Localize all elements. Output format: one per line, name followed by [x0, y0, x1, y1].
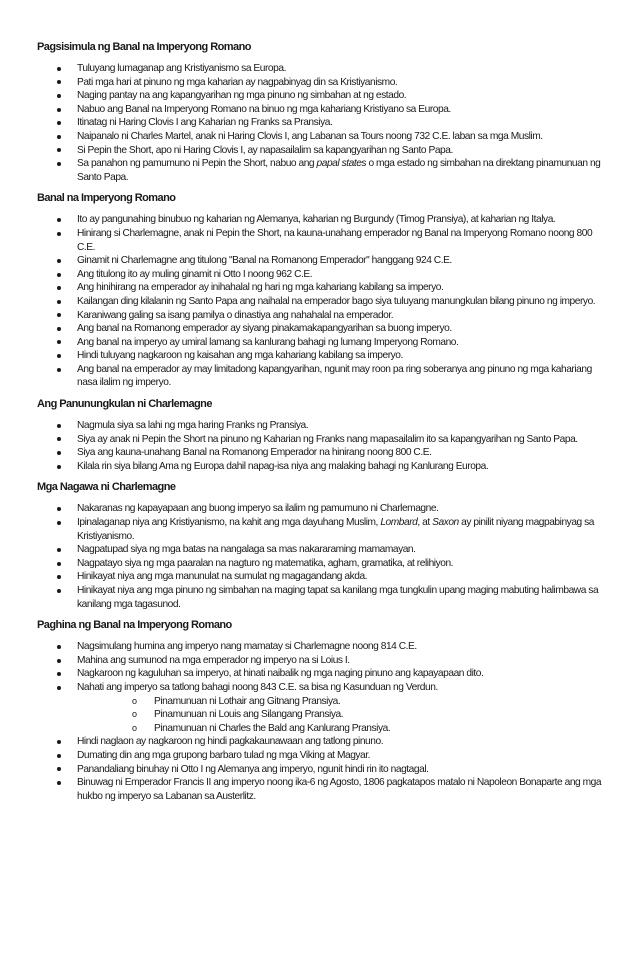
sub-list-item	[77, 695, 604, 709]
item-text: Kilala rin siya bilang Ama ng Europa dahil napag-isa niya ang malaking bahagi ng Kanlurang Europa.	[77, 460, 489, 472]
bullet-icon	[57, 135, 61, 139]
circle-bullet-icon: o	[132, 709, 137, 720]
bullet-icon	[57, 645, 61, 649]
list-item	[37, 268, 604, 282]
item-text: Hinirang si Charlemagne, anak ni Pepin the Short, na kauna-unahang emperador ng Banal na Imperyong Romano noong 800 C.E.	[77, 227, 593, 253]
bullet-icon	[57, 162, 61, 166]
item-text: Nagpatayo siya ng mga paaralan na nagturo ng matematika, agham, gramatika, at relihiyon.	[77, 557, 454, 569]
item-text: Naipanalo ni Charles Martel, anak ni Haring Clovis I, ang Labanan sa Tours noong 732 C.E. laban sa mga Muslim.	[77, 130, 543, 142]
section-pagsisimula	[37, 40, 604, 184]
list-item	[37, 103, 604, 117]
bullet-icon	[57, 548, 61, 552]
list-item	[37, 570, 604, 584]
bullet-list	[37, 213, 604, 390]
bullet-icon	[57, 232, 61, 236]
bullet-icon	[57, 121, 61, 125]
list-item	[37, 776, 604, 803]
bullet-icon	[57, 273, 61, 277]
list-item	[37, 322, 604, 336]
bullet-icon	[57, 562, 61, 566]
bullet-icon	[57, 781, 61, 785]
bullet-icon	[57, 659, 61, 663]
list-item	[37, 281, 604, 295]
item-text: Si Pepin the Short, apo ni Haring Clovis I, ay napasailalim sa kapangyarihan ng Santo Papa.	[77, 144, 453, 156]
list-item	[37, 681, 604, 735]
item-text: Pati mga hari at pinuno ng mga kaharian ay nagpabinyag din sa Kristiyanismo.	[77, 76, 398, 88]
sub-item-text: Pinamunuan ni Louis ang Silangang Pransiya.	[154, 709, 344, 721]
bullet-icon	[57, 218, 61, 222]
item-text: Nagkaroon ng kaguluhan sa imperyo, at hinati naibalik ng mga naging pinuno ang kapayapaan dito.	[77, 668, 484, 680]
item-text: Nakaranas ng kapayapaan ang buong imperyo sa ilalim ng pamumuno ni Charlemagne.	[77, 503, 439, 515]
bullet-icon	[57, 148, 61, 152]
list-item	[37, 157, 604, 184]
item-text: Nagsimulang humina ang imperyo nang mamatay si Charlemagne noong 814 C.E.	[77, 641, 417, 653]
bullet-icon	[57, 424, 61, 428]
item-text: Ang banal na emperador ay may limitadong kapangyarihan, ngunit may roon pa ring soberanya ang pinuno ng mga kahariang nasa ilalim ng imperyo.	[77, 363, 592, 389]
bullet-icon	[57, 259, 61, 263]
italic-term: papal states	[316, 158, 367, 170]
list-item	[37, 640, 604, 654]
list-item	[37, 349, 604, 363]
bullet-icon	[57, 767, 61, 771]
list-item	[37, 76, 604, 90]
item-text: Siya ay anak ni Pepin the Short na pinuno ng Kaharian ng Franks nang mapasailalim ito sa kapangyarihan ng Santo Papa.	[77, 433, 578, 445]
sub-list-item	[77, 722, 604, 736]
item-text: Dumating din ang mga grupong barbaro tulad ng mga Viking at Magyar.	[77, 749, 371, 761]
list-item	[37, 543, 604, 557]
list-item	[37, 763, 604, 777]
item-text-pre: Sa panahon ng pamumuno ni Pepin the Short, nabuo ang	[77, 158, 317, 170]
item-text: Nabuo ang Banal na Imperyong Romano na binuo ng mga kahariang Kristiyano sa Europa.	[77, 103, 451, 115]
bullet-icon	[57, 80, 61, 84]
bullet-icon	[57, 754, 61, 758]
bullet-icon	[57, 521, 61, 525]
item-text: Mahina ang sumunod na mga emperador ng imperyo na si Loius I.	[77, 654, 350, 666]
section-heading: Ang Panunungkulan ni Charlemagne	[37, 398, 212, 411]
list-item	[37, 419, 604, 433]
list-item	[37, 336, 604, 350]
item-text: Hinikayat niya ang mga manunulat na sumulat ng magagandang akda.	[77, 571, 368, 583]
section-heading: Paghina ng Banal na Imperyong Romano	[37, 619, 232, 632]
item-text: Nagmula siya sa lahi ng mga haring Franks ng Pransiya.	[77, 420, 309, 432]
item-text-pre: Ipinalaganap niya ang Kristiyanismo, na kahit ang mga dayuhang Muslim,	[77, 517, 381, 529]
list-item	[37, 309, 604, 323]
list-item	[37, 433, 604, 447]
bullet-list	[37, 640, 604, 803]
item-text: Panandaliang binuhay ni Otto I ng Alemanya ang imperyo, ngunit hindi rin ito nagtagal.	[77, 763, 429, 775]
list-item	[37, 735, 604, 749]
item-text: Karaniwang galing sa isang pamilya o dinastiya ang nahahalal na emperador.	[77, 309, 394, 321]
bullet-icon	[57, 368, 61, 372]
sub-item-text: Pinamunuan ni Charles the Bald ang Kanlurang Pransiya.	[154, 722, 391, 734]
item-text: Binuwag ni Emperador Francis II ang imperyo noong ika-6 ng Agosto, 1806 pagkatapos matalo ni Napoleon Bonaparte ang mga hukbo ng imperyo sa Labanan sa Austerlitz.	[77, 777, 602, 802]
bullet-icon	[57, 94, 61, 98]
item-text-post: o mga estado ng simbahan na direktang pinamunuan ng Santo Papa.	[77, 158, 601, 183]
bullet-icon	[57, 575, 61, 579]
list-item	[37, 254, 604, 268]
item-text: Ito ay pangunahing binubuo ng kaharian ng Alemanya, kaharian ng Burgundy (Timog Pransiya), at kaharian ng Italya.	[77, 214, 556, 226]
list-item	[37, 295, 604, 309]
sub-list-item	[77, 708, 604, 722]
bullet-list	[37, 502, 604, 611]
item-text-post: ay pinilit niyang magpabinyag sa Kristiyanismo.	[77, 517, 594, 542]
list-item	[37, 130, 604, 144]
section-heading: Pagsisimula ng Banal na Imperyong Romano	[37, 41, 251, 53]
item-text: Hindi tuluyang nagkaroon ng kaisahan ang mga kahariang kabilang sa imperyo.	[77, 350, 403, 362]
list-item	[37, 557, 604, 571]
item-text: Kailangan ding kilalanin ng Santo Papa ang naihalal na emperador bago siya tuluyang manungkulan bilang pinuno ng imperyo.	[77, 295, 596, 307]
section-mga-nagawa	[37, 480, 604, 611]
bullet-icon	[57, 437, 61, 441]
bullet-icon	[57, 313, 61, 317]
item-text: Ang banal na imperyo ay umiral lamang sa kanlurang bahagi ng lumang Imperyong Romano.	[77, 336, 459, 348]
sub-item-text: Pinamunuan ni Lothair ang Gitnang Pransiya.	[154, 695, 341, 707]
list-item	[37, 363, 604, 390]
item-text: Nagpatupad siya ng mga batas na nangalaga sa mas nakararaming mamamayan.	[77, 544, 416, 556]
bullet-icon	[57, 300, 61, 304]
section-panunungkulan	[37, 397, 604, 473]
item-text: Tuluyang lumaganap ang Kristiyanismo sa Europa.	[77, 63, 286, 74]
bullet-icon	[57, 108, 61, 112]
bullet-icon	[57, 327, 61, 331]
section-paghina	[37, 618, 604, 803]
item-text: Hindi naglaon ay nagkaroon ng hindi pagkakaunawaan ang tatlong pinuno.	[77, 736, 384, 748]
circle-bullet-icon: o	[132, 695, 137, 706]
item-text: Ang titulong ito ay muling ginamit ni Otto I noong 962 C.E.	[77, 268, 313, 280]
bullet-icon	[57, 589, 61, 593]
section-heading: Mga Nagawa ni Charlemagne	[37, 481, 176, 494]
item-text: Nahati ang imperyo sa tatlong bahagi noong 843 C.E. sa bisa ng Kasunduan ng Verdun.	[77, 681, 438, 693]
item-text: Itinatag ni Haring Clovis I ang Kaharian ng Franks sa Pransiya.	[77, 117, 333, 129]
bullet-icon	[57, 67, 61, 71]
bullet-icon	[57, 740, 61, 744]
list-item	[37, 213, 604, 227]
italic-term: Saxon	[432, 517, 459, 529]
item-text: Siya ang kauna-unahang Banal na Romanong Emperador na hinirang noong 800 C.E.	[77, 447, 432, 459]
bullet-icon	[57, 451, 61, 455]
list-item	[37, 62, 604, 76]
bullet-list	[37, 62, 604, 184]
bullet-list	[37, 419, 604, 473]
item-text: Naging pantay na ang kapangyarihan ng mga pinuno ng simbahan at ng estado.	[77, 90, 407, 102]
section-heading: Banal na Imperyong Romano	[37, 192, 176, 205]
circle-bullet-icon: o	[132, 722, 137, 733]
list-item	[37, 89, 604, 103]
section-banal-na-imperyo	[37, 191, 604, 390]
bullet-icon	[57, 686, 61, 690]
list-item	[37, 516, 604, 543]
list-item	[37, 144, 604, 158]
item-text: Ang banal na Romanong emperador ay siyang pinakamakapangyarihan sa buong imperyo.	[77, 323, 452, 335]
bullet-icon	[57, 672, 61, 676]
list-item	[37, 584, 604, 611]
italic-term: Lombard	[380, 517, 418, 529]
item-text-mid: , at	[417, 517, 433, 529]
sub-list	[77, 695, 604, 736]
bullet-icon	[57, 286, 61, 290]
list-item	[37, 667, 604, 681]
list-item	[37, 116, 604, 130]
list-item	[37, 749, 604, 763]
bullet-icon	[57, 507, 61, 511]
bullet-icon	[57, 354, 61, 358]
bullet-icon	[57, 465, 61, 469]
item-text: Ginamit ni Charlemagne ang titulong "Banal na Romanong Emperador" hanggang 924 C.E.	[77, 255, 452, 267]
item-text: Hinikayat niya ang mga pinuno ng simbahan na maging tapat sa kanilang mga tungkulin upang maging mabuting halimbawa sa kanilang mga tagasunod.	[77, 585, 599, 610]
list-item	[37, 502, 604, 516]
list-item	[37, 446, 604, 460]
list-item	[37, 227, 604, 254]
item-text: Ang hinihirang na emperador ay inihahalal ng hari ng mga kahariang kabilang sa imperyo.	[77, 282, 444, 294]
bullet-icon	[57, 340, 61, 344]
list-item	[37, 460, 604, 474]
list-item	[37, 654, 604, 668]
